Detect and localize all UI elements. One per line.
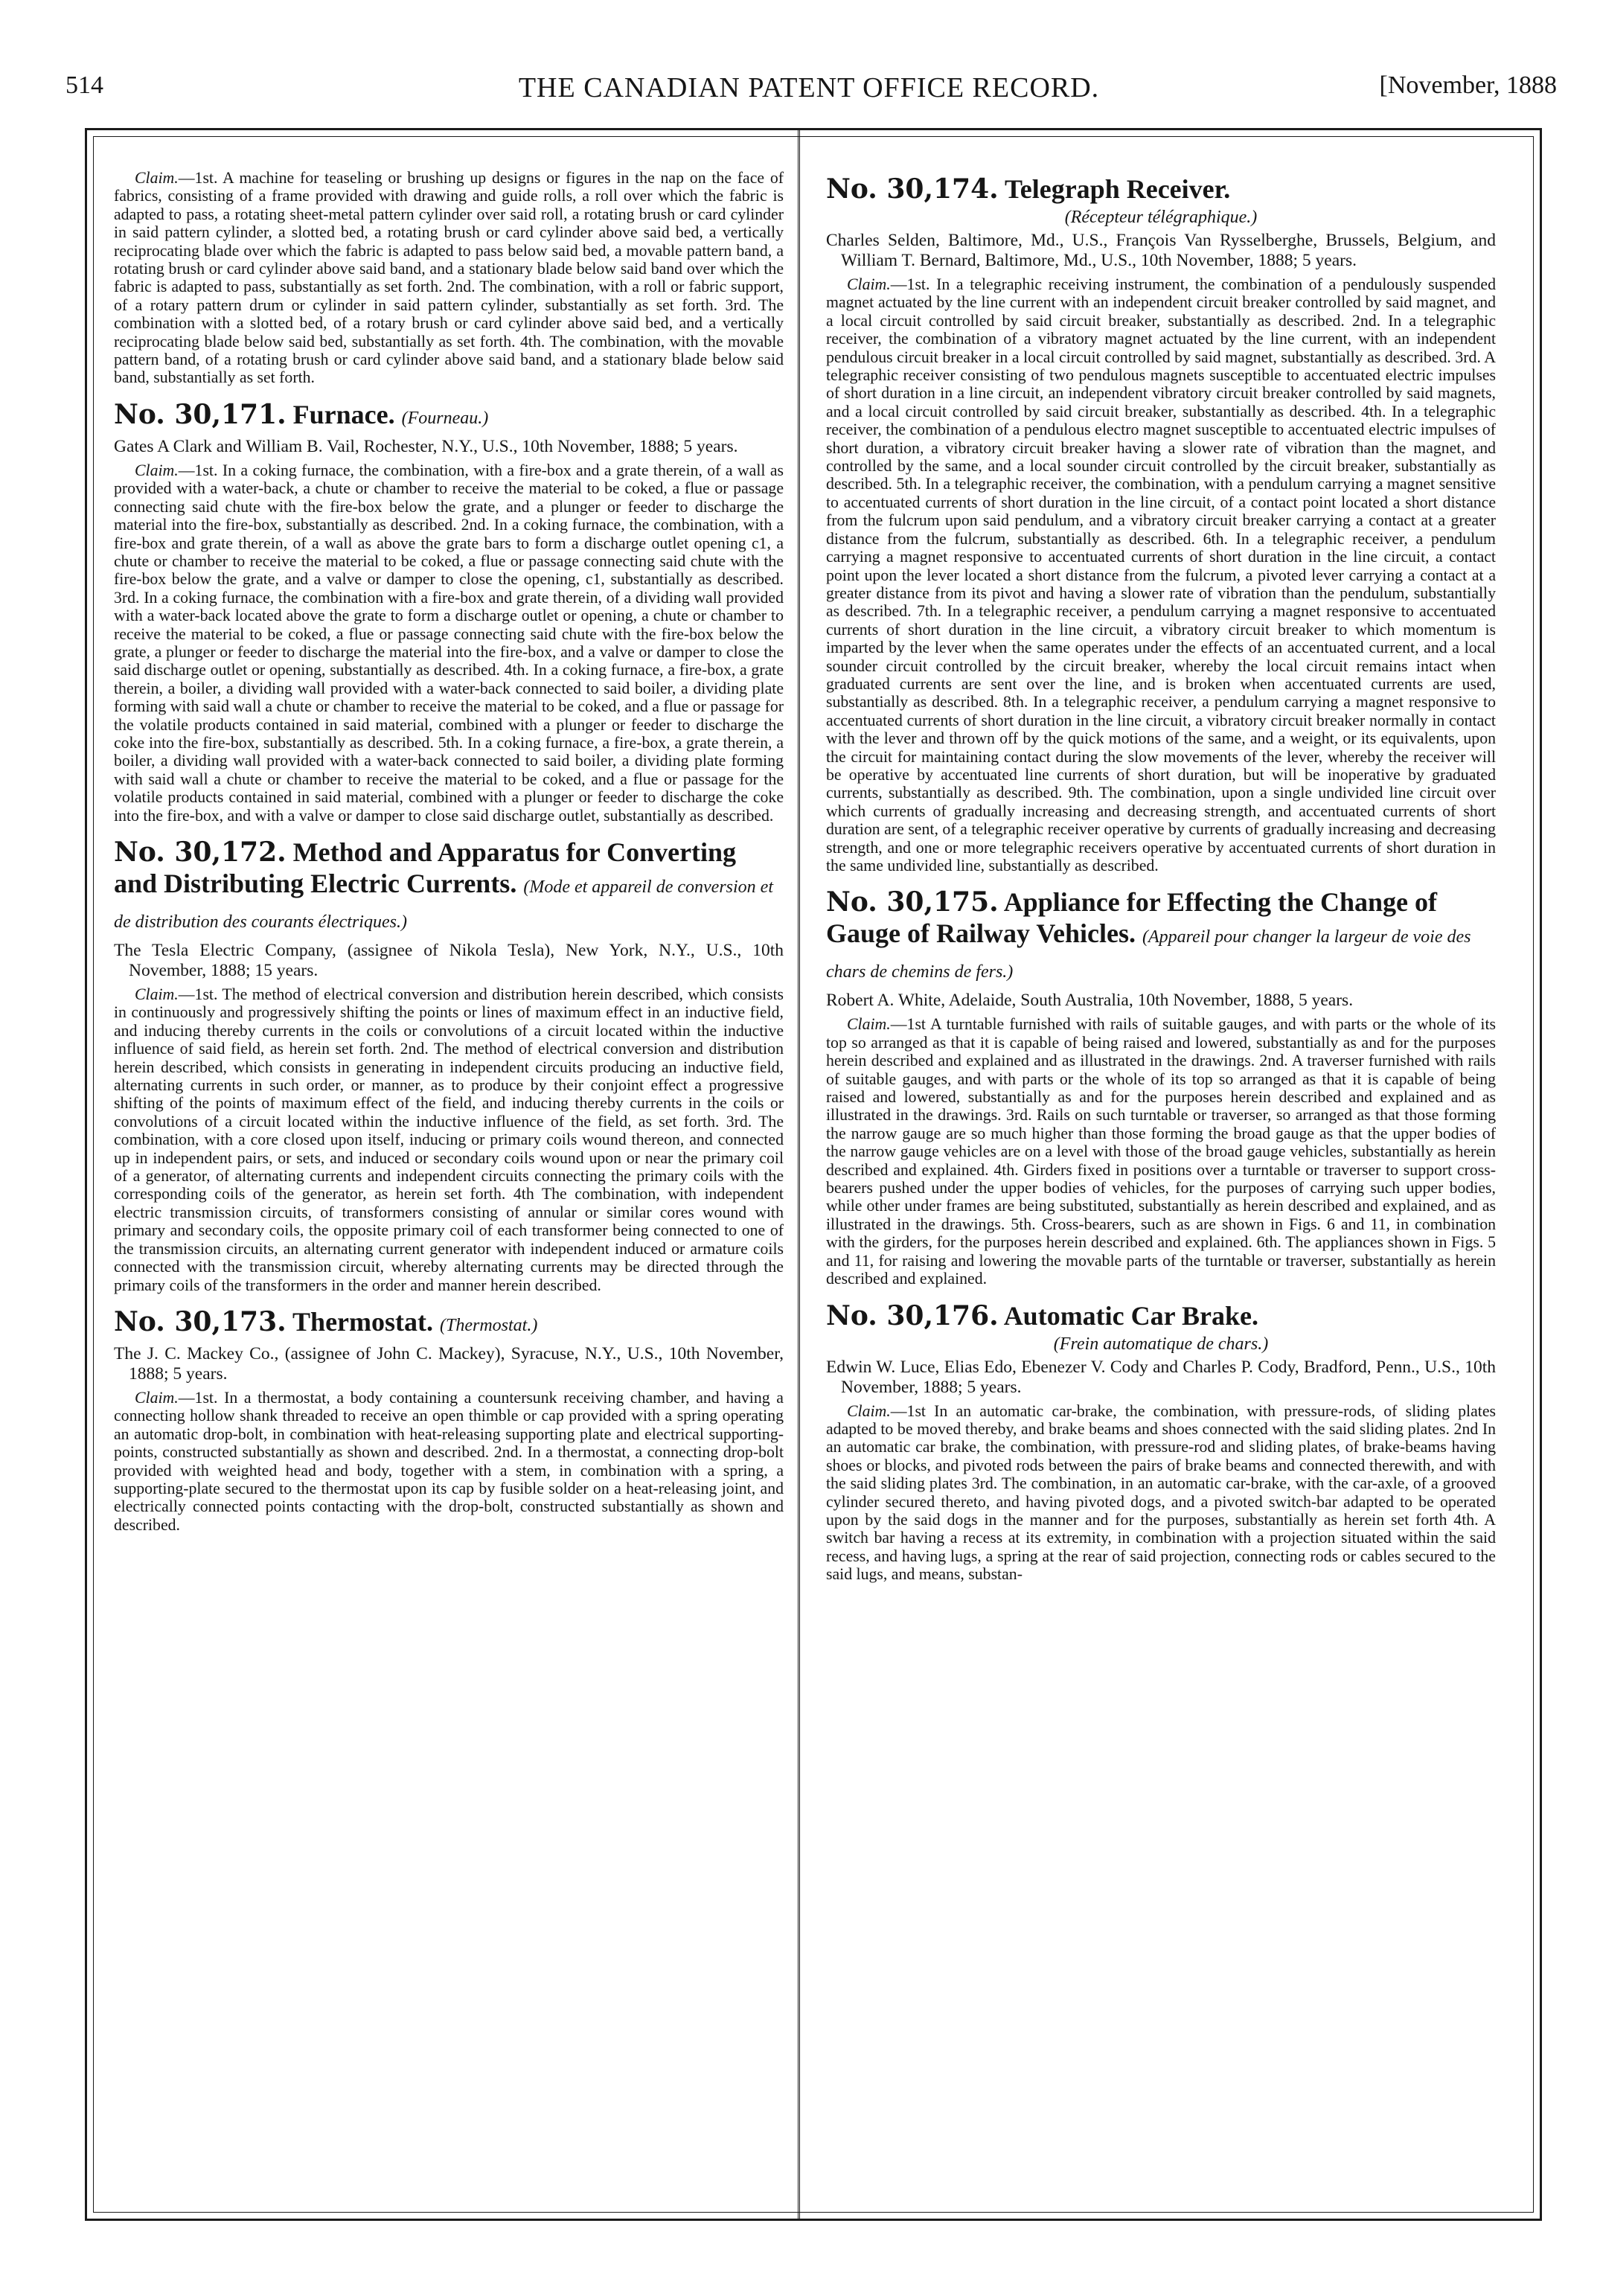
left-column xyxy=(114,169,784,1546)
claim-text xyxy=(826,1015,1496,1288)
french-title: (Mode et appareil de conversion et de distribution des courants électriques.) xyxy=(114,877,773,932)
entry-title xyxy=(826,1300,1496,1331)
claim-text xyxy=(114,461,784,825)
claim-label: Claim. xyxy=(135,1388,179,1407)
patentee: Charles Selden, Baltimore, Md., U.S., François Van Rysselberghe, Brussels, Belgium, and William T. Bernard, Baltimore, Md., U.S., 10th November, 1888; 5 years. xyxy=(826,231,1496,270)
publication-title: THE CANADIAN PATENT OFFICE RECORD. xyxy=(518,72,1100,103)
claim-text xyxy=(114,169,784,387)
entry-title xyxy=(826,173,1496,205)
claim-label: Claim. xyxy=(847,1401,891,1420)
entry-title xyxy=(114,1306,784,1341)
entry-title xyxy=(114,399,784,434)
claim-text xyxy=(114,985,784,1294)
patent-number: No. 30,175. xyxy=(826,886,999,918)
french-title: (Récepteur télégraphique.) xyxy=(1064,208,1258,227)
claim-text xyxy=(114,1389,784,1534)
claim-body: —1st In an automatic car-brake, the combination, with pressure-rods, of sliding plates adapted to be moved thereby, and brake beams and shoes connected with the said sliding plates. 2nd In an automatic car brake, the combination, with pressure-rod and sliding plates, of brake-beams having shoes or blocks, and pivoted rods between the pairs of brake beams and connected therewith, and with the said sliding plates 3rd. The combination, in an automatic car-brake, with the car-axle, of a grooved cylinder secured thereto, and having pivoted dogs, and a pivoted switch-bar adapted to be operated upon by the said dogs in the manner and for the purposes, substantially as herein set forth 4th. A switch bar having a recess at its extremity, in combination with a projection situated within the said recess, and having lugs, a spring at the rear of said projection, connecting rods or cables secured to the said lugs, and means, substan- xyxy=(826,1401,1496,1584)
patent-title: Thermostat. xyxy=(292,1306,433,1337)
patentee: The Tesla Electric Company, (assignee of Nikola Tesla), New York, N.Y., U.S., 10th November, 1888; 15 years. xyxy=(114,941,784,980)
entry-30172 xyxy=(114,837,784,1294)
claim-body: —1st A turntable furnished with rails of suitable gauges, and with parts or the whole of its top so arranged as that it is capable of being raised and lowered, substantially as and for the purposes herein described and explained and as illustrated in the drawings. 2nd. A traverser furnished with rails of suitable gauges, and with parts or the whole of its top so arranged as that it is capable of being raised and lowered, substantially as and for the purposes herein described and explained and as illustrated in the drawings. 3rd. Rails on such turntable or traverser, so arranged as that those forming the narrow gauge are so much higher than those forming the broad gauge as that the upper bodies of the narrow gauge vehicles are on a level with those of the broad gauge vehicles, substantially as herein described and explained. 4th. Girders fixed in positions over a turntable or traverser to support cross-bearers pushed under the upper bodies of vehicles, for the purposes of carrying such upper bodies, while other under frames are being substituted, substantially as herein described and explained, and as illustrated in the drawings. 5th. Cross-bearers, such as are shown in Figs. 6 and 11, in combination with the girders, for the purposes herein described and explained. 6th. The appliances shown in Figs. 5 and 11, for raising and lowering the movable parts of the turntable or traverser, substantially as herein described and explained. xyxy=(826,1015,1496,1288)
patent-title: Furnace. xyxy=(292,399,395,429)
claim-body: —1st. The method of electrical conversion and distribution herein described, which consists in continuously and progressively shifting the points or lines of maximum effect in an inductive field, and inducing thereby currents in the coils or convolutions of a circuit located within the inductive influence of said field, as herein set forth. 2nd. The method of electrical conversion and distribution herein described, which consists in generating in independent circuits producing an inductive field, alternating currents in such order, or manner, as to produce by their conjoint effect a progressive shifting of the points of maximum effect of the field, and inducing thereby currents in the coils or convolutions of a circuit located within the inductive influence of the field, as set forth. 3rd. The combination, with a core closed upon itself, inducing or primary coils wound thereon, and connected up in independent pairs, or sets, and induced or secondary coils wound upon or near the primary coil of a generator, of alternating currents and independent circuits connecting the primary coils with the corresponding coils of the generator, as herein set forth. 4th The combination, with independent electric transmission circuits, of transformers consisting of annular or similar cores wound with primary and secondary coils, the opposite primary coil of each transformer being connected to one of the transmission circuits, an alternating current generator with independent induced or armature coils connected with the transmission circuit, whereby alternating currents may be directed through the primary coils of the transformers in the order and manner herein described. xyxy=(114,985,784,1294)
claim-body: —1st. In a telegraphic receiving instrument, the combination of a pendulously suspended magnet actuated by the line current with an independent circuit breaker controlled by said magnet, and a local circuit controlled by said circuit breaker, substantially as described. 2nd. In a telegraphic receiver, the combination of a vibratory magnet actuated by the line current, with an independent pendulous circuit breaker in a local circuit controlled by said magnet, substantially as described. 3rd. A telegraphic receiver consisting of two pendulous magnets susceptible to accentuated electric impulses of short duration in a line circuit, an independent vibratory circuit breaker controlled by said magnets, and a local circuit controlled by said circuit breaker, substantially as described. 4th. In a telegraphic receiver, the combination of a pendulous electro magnet susceptible to accentuated electric impulses of short duration, a vibratory circuit breaker having a slower rate of vibration than the magnet, and controlled by the same, and a local sounder circuit controlled by the circuit breaker, substantially as described. 5th. In a telegraphic receiver, the combination, with a pendulum carrying a magnet sensitive to accentuated currents of short duration in the line circuit, of a contact point located a short distance from the fulcrum upon said pendulum, and a vibratory circuit breaker carrying a contact at a greater distance from the fulcrum, substantially as described. 6th. In a telegraphic receiver, a pendulum carrying a magnet responsive to accentuated currents of short duration in the line circuit, a contact point upon the lever located a short distance from the fulcrum, a pivoted lever carrying a contact at a greater distance from its pivot and having a slower rate of vibration than the pendulum, substantially as described. 7th. In a telegraphic receiver, a pendulum carrying a magnet responsive to accentuated currents of short duration in the line circuit, a vibratory circuit breaker to which momentum is imparted by the lever when the same operates under the effects of an accentuated current, and a local sounder circuit controlled by the circuit breaker, whereby the local circuit remains intact when graduated currents are sent over the line, and is broken when accentuated currents are used, substantially as described. 8th. In a telegraphic receiver, a pendulum carrying a magnet responsive to accentuated currents of short duration in the line circuit, a vibratory circuit breaker normally in contact with the lever and thrown off by the quick motions of the same, and a weight, or its equivalents, upon the circuit for maintaining contact during the slow movements of the lever, whereby the receiver will be operative by accentuated line currents of short duration, but will be inoperative by graduated currents, substantially as described. 9th. The combination, upon a single undivided line circuit over which currents of gradually increasing and decreasing strength, and accentuated currents of short duration are sent, of a telegraphic receiver operative by currents of gradually increasing and decreasing strength, and one or more telegraphic receivers operative by accentuated currents of short duration in the same undivided line, substantially as described. xyxy=(826,275,1496,874)
entry-30175 xyxy=(826,886,1496,1288)
patent-number: No. 30,174. xyxy=(826,173,999,205)
entry-continuation xyxy=(114,169,784,387)
patentee: The J. C. Mackey Co., (assignee of John C. Mackey), Syracuse, N.Y., U.S., 10th November, 1888; 5 years. xyxy=(114,1343,784,1384)
patent-number: No. 30,176. xyxy=(826,1299,999,1331)
patent-title: Appliance for Effecting the Change of Gauge of Railway Vehicles. xyxy=(826,887,1437,949)
claim-label: Claim. xyxy=(135,461,179,479)
entry-title xyxy=(826,886,1496,988)
entry-30176 xyxy=(826,1300,1496,1584)
patentee: Robert A. White, Adelaide, South Australia, 10th November, 1888, 5 years. xyxy=(826,991,1354,1011)
french-title: (Frein automatique de chars.) xyxy=(1053,1334,1269,1354)
claim-label: Claim. xyxy=(135,985,179,1003)
claim-label: Claim. xyxy=(847,1015,891,1034)
french-title: (Appareil pour changer la largeur de voie des chars de chemins de fers.) xyxy=(826,927,1471,982)
claim-label: Claim. xyxy=(847,275,891,293)
entry-30174 xyxy=(826,173,1496,874)
entry-title xyxy=(114,837,784,938)
issue-date: [November, 1888 xyxy=(1379,71,1557,99)
claim-body: —1st. In a thermostat, a body containing a countersunk receiving chamber, and having a connecting hollow shank threaded to receive an open thimble or cap provided with a spring operating an automatic drop-bolt, in combination with heat-releasing supporting plate and electrical supporting-points, constructed substantially as shown and described. 2nd. In a thermostat, a connecting drop-bolt provided with weighted head and body, together with a stem, in combination with a spring, a supporting-plate secured to the thermostat upon its cap by fusible solder on a heat-releasing joint, and electrically connected points contacting with the drop-bolt, constructed substantially as shown and described. xyxy=(114,1388,784,1534)
patent-title: Automatic Car Brake. xyxy=(1003,1300,1258,1331)
claim-body: —1st. A machine for teaseling or brushing up designs or figures in the nap on the face of fabrics, consisting of a frame provided with drawing and guide rolls, a roll over which the fabric is adapted to pass, a rotating sheet-metal pattern cylinder over said roll, a rotating brush or card cylinder in said pattern cylinder, a slotted bed, a rotating brush or card cylinder above said bed, a vertically reciprocating blade over which the fabric is adapted to pass below said bed, a movable pattern band, a rotating brush or card cylinder above said band, and a stationary blade below said band over which the fabric is adapted to pass, substantially as set forth. 2nd. The combination, with a roll or fabric support, of a rotary pattern drum or cylinder in said pattern cylinder, substantially as set forth. 3rd. The combination with a slotted bed, of a rotary brush or card cylinder above said bed, and a vertically reciprocating blade below said bed, substantially as set forth. 4th. The combination, with the movable pattern band, of a rotating brush or card cylinder above said band, and a stationary blade below said band, substantially as set forth. xyxy=(114,169,784,387)
claim-text xyxy=(826,275,1496,874)
patentee: Gates A Clark and William B. Vail, Rochester, N.Y., U.S., 10th November, 1888; 5 years. xyxy=(114,436,738,456)
patent-title: Method and Apparatus for Converting and Distributing Electric Currents. xyxy=(114,837,737,898)
claim-label: Claim. xyxy=(135,169,179,187)
entry-30173 xyxy=(114,1306,784,1534)
page-number: 514 xyxy=(65,71,103,99)
patent-number: No. 30,171. xyxy=(114,398,287,430)
patentee: Edwin W. Luce, Elias Edo, Ebenezer V. Cody and Charles P. Cody, Bradford, Penn., U.S., 10th November, 1888; 5 years. xyxy=(826,1357,1496,1397)
right-column xyxy=(826,169,1496,1596)
patent-number: No. 30,173. xyxy=(114,1305,287,1337)
french-title: (Thermostat.) xyxy=(440,1315,538,1335)
page-frame xyxy=(85,128,1542,2221)
entry-30171 xyxy=(114,399,784,825)
patent-number: No. 30,172. xyxy=(114,837,287,868)
column-divider xyxy=(798,130,800,2219)
running-head xyxy=(61,71,1557,109)
patent-title: Telegraph Receiver. xyxy=(1005,174,1231,204)
claim-body: —1st. In a coking furnace, the combination, with a fire-box and a grate therein, of a wall as provided with a water-back, a chute or chamber to receive the material to be coked, a flue or passage connecting said chute with the fire-box below the grate, and a plunger or feeder to discharge the material into the fire-box, substantially as described. 2nd. In a coking furnace, the combination, with a fire-box and grate therein, of a wall as above the grate bars to form a discharge outlet opening c1, a chute or chamber to receive the material to be coked, a flue or passage connecting said chute with the fire-box below the grate, and a valve or damper to close the opening, c1, substantially as described. 3rd. In a coking furnace, the combination with a fire-box and grate therein, of a dividing wall provided with a water-back located above the grate to form a discharge outlet or opening, a chute or chamber to receive the material to be coked, a flue or passage connecting said chute with the fire-box below the grate, a plunger or feeder to discharge the material into the fire-box, and a valve or damper to close the said discharge outlet or opening, substantially as described. 4th. In a coking furnace, a fire-box, a grate therein, a boiler, a dividing wall provided with a water-back connected to said boiler, a dividing plate forming with said wall a chute or chamber to receive the material to be coked, and a flue or passage for the volatile products contained in said material, combined with a plunger or feeder to discharge the coke into the fire-box, substantially as described. 5th. In a coking furnace, a fire-box, a grate therein, a boiler, a dividing wall provided with a water-back connected to said boiler, a dividing plate forming with said wall a chute or chamber to receive the material to be coked, and a flue or passage for the volatile products contained in said material, combined with a plunger or feeder to discharge the coke into the fire-box, and with a valve or damper to close said discharge outlet, substantially as described. xyxy=(114,461,784,825)
claim-text xyxy=(826,1402,1496,1584)
french-title: (Fourneau.) xyxy=(401,408,489,428)
